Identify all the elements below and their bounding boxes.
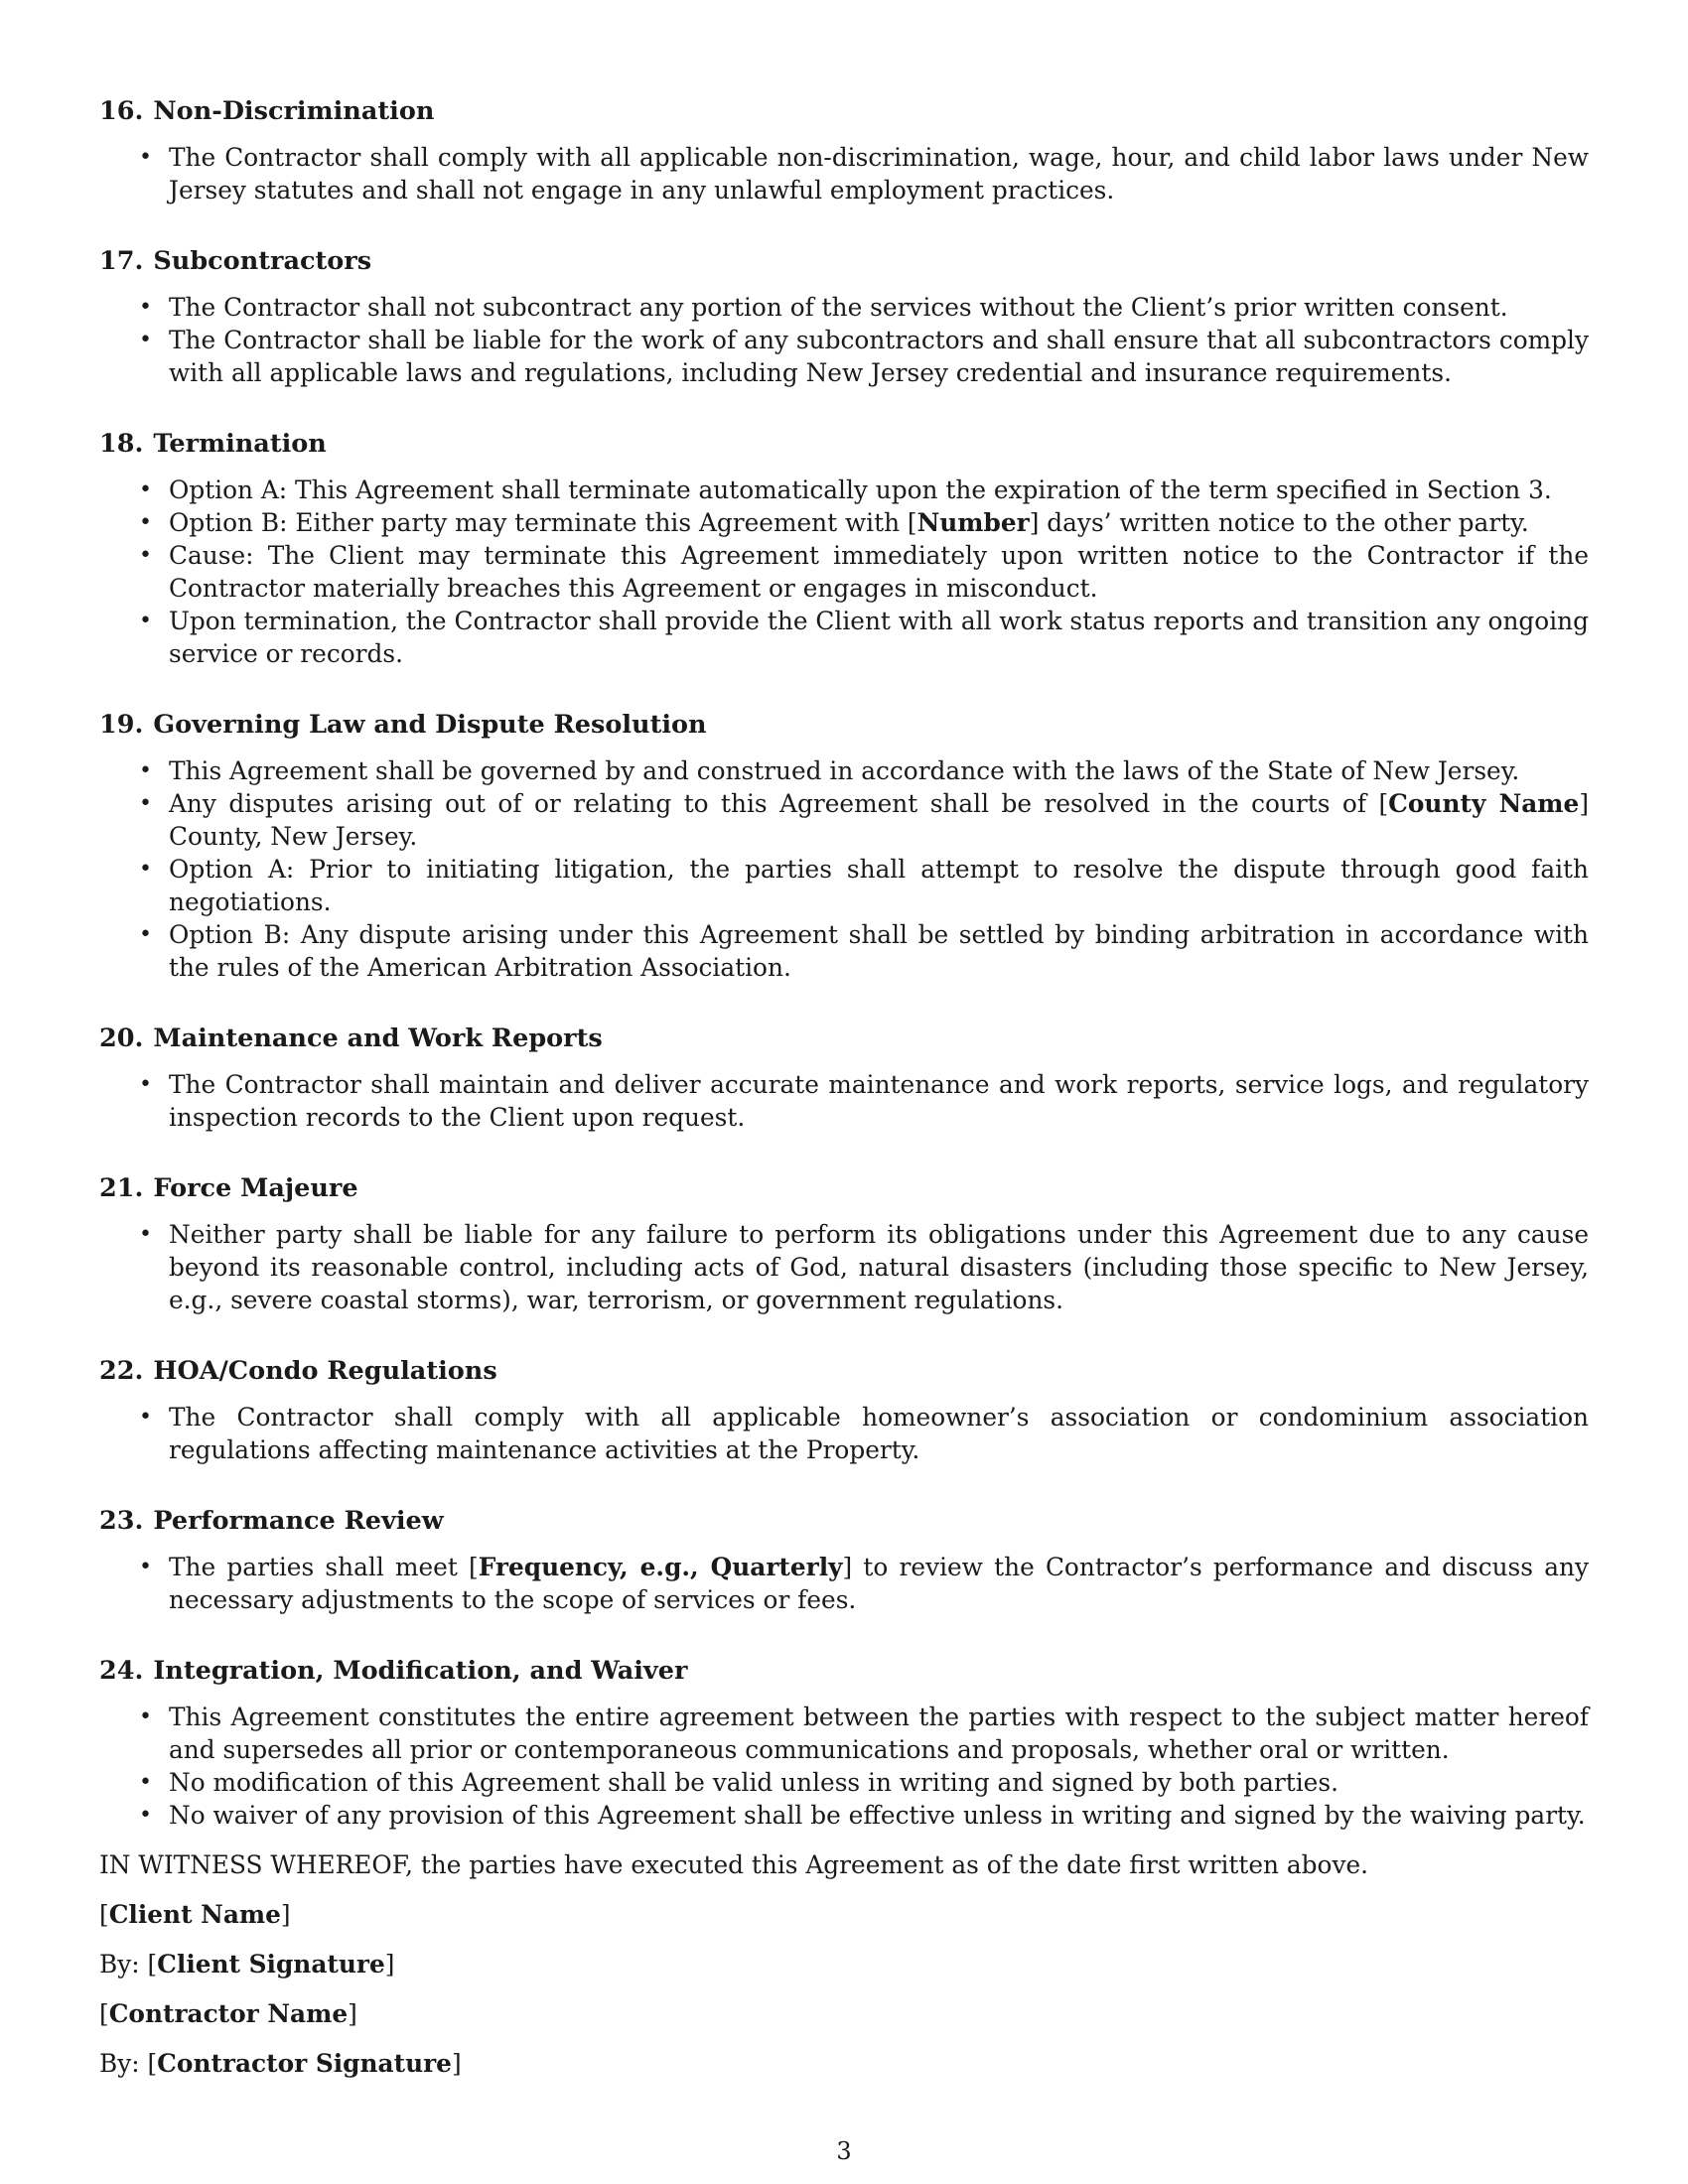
- by-label: By:: [99, 2049, 140, 2078]
- list-item: [99, 1551, 1589, 1616]
- section-list: [99, 1401, 1589, 1466]
- section-heading: [99, 1023, 1589, 1055]
- contractor-name-line: [Contractor Name]: [99, 1999, 357, 2028]
- section-heading: [99, 1505, 1589, 1538]
- clause-text: Any disputes arising out of or relating to this Agreement shall be resolved in the courts of [: [169, 789, 1389, 818]
- list-item: [99, 506, 1589, 539]
- list-item: [99, 1068, 1589, 1134]
- list-item: [99, 754, 1589, 787]
- section-number: 23.: [99, 1506, 144, 1536]
- placeholder-field: Number: [916, 508, 1030, 537]
- document-page: [99, 95, 1589, 2097]
- section-heading: [99, 1655, 1589, 1688]
- list-item: [99, 291, 1589, 324]
- section-18: [99, 428, 1589, 670]
- list-item: [99, 1701, 1589, 1766]
- clause-text: No waiver of any provision of this Agreement shall be effective unless in writing and signed by the waiving party.: [169, 1801, 1586, 1830]
- section-title: Termination: [153, 429, 327, 459]
- list-item: [99, 1218, 1589, 1316]
- list-item: [99, 605, 1589, 670]
- witness-statement: IN WITNESS WHEREOF, the parties have executed this Agreement as of the date first written above.: [99, 1850, 1369, 1879]
- list-item: [99, 141, 1589, 206]
- list-item: [99, 787, 1589, 853]
- section-heading: [99, 709, 1589, 742]
- sections-container: [99, 95, 1589, 1832]
- section-heading: [99, 428, 1589, 461]
- contractor-name-placeholder: Contractor Name: [108, 1999, 349, 2028]
- section-list: [99, 1701, 1589, 1832]
- section-number: 21.: [99, 1173, 144, 1203]
- signature-block: [99, 1848, 1589, 2080]
- client-signature-line: By: [Client Signature]: [99, 1950, 395, 1979]
- clause-text: The parties shall meet [: [169, 1553, 479, 1581]
- list-item: [99, 1401, 1589, 1466]
- placeholder-field: Frequency, e.g., Quarterly: [478, 1553, 843, 1581]
- by-label: By:: [99, 1950, 140, 1979]
- clause-text: The Contractor shall be liable for the work of any subcontractors and shall ensure that all subcontractors comply with all applicable laws and regulations, including New Jersey credential and insurance requirements.: [169, 326, 1589, 387]
- clause-text: No modification of this Agreement shall be valid unless in writing and signed by both parties.: [169, 1768, 1338, 1797]
- clause-text: Cause: The Client may terminate this Agreement immediately upon written notice to the Contractor if the Contractor materially breaches this Agreement or engages in misconduct.: [169, 541, 1589, 603]
- list-item: [99, 324, 1589, 389]
- placeholder-field: County Name: [1388, 789, 1580, 818]
- section-title: Subcontractors: [153, 246, 372, 276]
- clause-text: Upon termination, the Contractor shall provide the Client with all work status reports and transition any ongoing service or records.: [169, 607, 1589, 668]
- section-heading: [99, 95, 1589, 128]
- clause-text: ] County, New Jersey.: [169, 789, 1590, 851]
- list-item: [99, 853, 1589, 918]
- section-title: HOA/Condo Regulations: [153, 1356, 497, 1386]
- section-title: Integration, Modification, and Waiver: [153, 1656, 688, 1686]
- section-24: [99, 1655, 1589, 1832]
- clause-text: This Agreement constitutes the entire agreement between the parties with respect to the subject matter hereof and supersedes all prior or contemporaneous communications and proposals, whether oral or written.: [169, 1703, 1589, 1764]
- list-item: [99, 918, 1589, 984]
- clause-text: The Contractor shall maintain and deliver accurate maintenance and work reports, service logs, and regulatory inspection records to the Client upon request.: [169, 1070, 1589, 1132]
- section-list: [99, 1218, 1589, 1316]
- section-number: 24.: [99, 1656, 144, 1686]
- clause-text: The Contractor shall not subcontract any portion of the services without the Client’s prior written consent.: [169, 293, 1508, 322]
- section-title: Non-Discrimination: [153, 96, 435, 126]
- section-number: 18.: [99, 429, 144, 459]
- section-list: [99, 474, 1589, 670]
- clause-text: The Contractor shall comply with all applicable non-discrimination, wage, hour, and child labor laws under New Jersey statutes and shall not engage in any unlawful employment practices.: [169, 143, 1589, 205]
- section-heading: [99, 1172, 1589, 1205]
- section-21: [99, 1172, 1589, 1316]
- clause-text: Neither party shall be liable for any failure to perform its obligations under this Agreement due to any cause beyond its reasonable control, including acts of God, natural disasters (including those specific to New Jersey, e.g., severe coastal storms), war, terrorism, or government regulations.: [169, 1220, 1589, 1314]
- clause-text: This Agreement shall be governed by and construed in accordance with the laws of the State of New Jersey.: [169, 756, 1520, 785]
- section-number: 16.: [99, 96, 144, 126]
- section-23: [99, 1505, 1589, 1616]
- list-item: [99, 1799, 1589, 1832]
- section-title: Governing Law and Dispute Resolution: [153, 710, 707, 740]
- list-item: [99, 539, 1589, 605]
- clause-text: ] days’ written notice to the other party.: [1029, 508, 1529, 537]
- section-heading: [99, 245, 1589, 278]
- list-item: [99, 474, 1589, 506]
- section-number: 17.: [99, 246, 144, 276]
- section-list: [99, 1068, 1589, 1134]
- section-heading: [99, 1355, 1589, 1388]
- section-number: 20.: [99, 1024, 144, 1053]
- clause-text: Option B: Either party may terminate this Agreement with [: [169, 508, 917, 537]
- clause-text: Option B: Any dispute arising under this Agreement shall be settled by binding arbitration in accordance with the rules of the American Arbitration Association.: [169, 920, 1589, 982]
- clause-text: ] to review the Contractor’s performance and discuss any necessary adjustments to the scope of services or fees.: [169, 1553, 1589, 1614]
- section-number: 19.: [99, 710, 144, 740]
- section-list: [99, 754, 1589, 984]
- section-title: Maintenance and Work Reports: [153, 1024, 603, 1053]
- client-name-placeholder: Client Name: [108, 1900, 281, 1929]
- section-17: [99, 245, 1589, 389]
- page-number: 3: [836, 2137, 852, 2165]
- client-name-line: [Client Name]: [99, 1900, 291, 1929]
- section-22: [99, 1355, 1589, 1466]
- section-list: [99, 1551, 1589, 1616]
- clause-text: Option A: This Agreement shall terminate automatically upon the expiration of the term specified in Section 3.: [169, 476, 1552, 504]
- section-title: Performance Review: [153, 1506, 444, 1536]
- clause-text: The Contractor shall comply with all applicable homeowner’s association or condominium association regulations affecting maintenance activities at the Property.: [169, 1403, 1589, 1464]
- section-16: [99, 95, 1589, 206]
- section-number: 22.: [99, 1356, 144, 1386]
- section-list: [99, 141, 1589, 206]
- list-item: [99, 1766, 1589, 1799]
- contractor-signature-line: By: [Contractor Signature]: [99, 2049, 462, 2078]
- client-signature-placeholder: Client Signature: [157, 1950, 385, 1979]
- section-20: [99, 1023, 1589, 1134]
- clause-text: Option A: Prior to initiating litigation, the parties shall attempt to resolve the dispute through good faith negotiations.: [169, 855, 1589, 916]
- section-19: [99, 709, 1589, 984]
- section-title: Force Majeure: [153, 1173, 358, 1203]
- section-list: [99, 291, 1589, 389]
- contractor-signature-placeholder: Contractor Signature: [157, 2049, 452, 2078]
